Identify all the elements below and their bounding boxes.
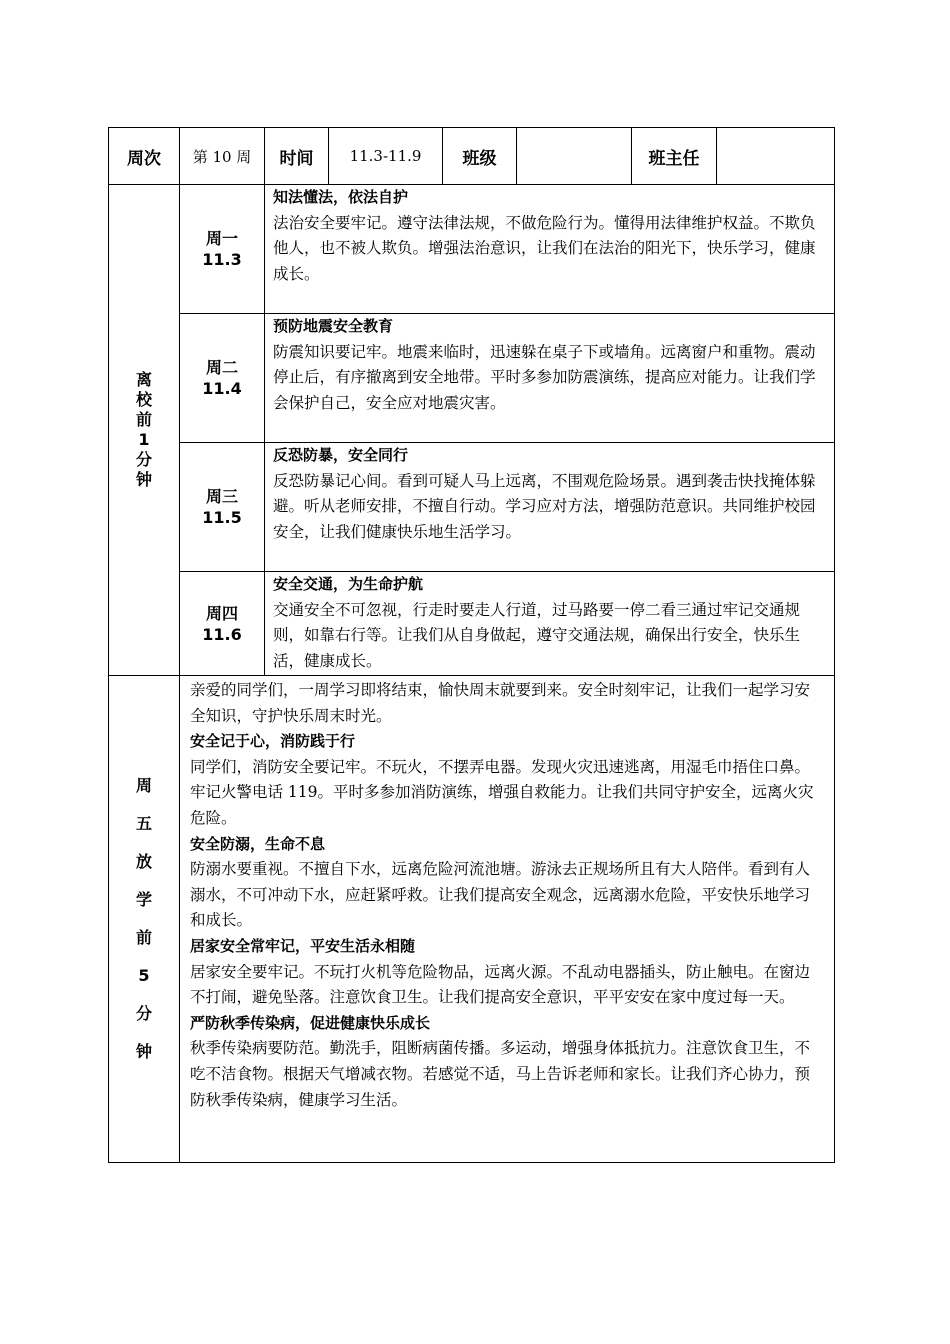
day-content-monday (265, 185, 835, 314)
label-char: 放 (135, 852, 152, 871)
label-char: 离 (135, 370, 152, 389)
day-title: 安全交通，为生命护航 (273, 575, 424, 593)
monday-row (109, 185, 835, 314)
label-char: 校 (135, 390, 152, 409)
label-char: 分 (135, 450, 152, 469)
label-char: 五 (135, 814, 152, 833)
day-title: 反恐防暴，安全同行 (273, 446, 409, 464)
section-title: 严防秋季传染病，促进健康快乐成长 (190, 1013, 431, 1032)
label-char: 5 (138, 966, 150, 985)
time-value: 11.3-11.9 (329, 128, 443, 185)
day-text: 防震知识要记牢。地震来临时，迅速躲在桌子下或墙角。远离窗户和重物。震动停止后，有序撤离到安全地带。平时多参加防震演练，提高应对能力。让我们学会保护自己，安全应对地震灾害。 (273, 342, 816, 412)
day-text: 交通安全不可忽视，行走时要走人行道，过马路要一停二看三通过牢记交通规则，如靠右行等。让我们从自身做起，遵守交通法规，确保出行安全，快乐生活，健康成长。 (273, 600, 801, 670)
day-cell-tuesday (180, 314, 265, 443)
section-title: 居家安全常牢记，平安生活永相随 (190, 936, 416, 955)
header-row (109, 128, 835, 185)
section-text: 同学们，消防安全要记牢。不玩火，不摆弄电器。发现火灾迅速逃离，用湿毛巾捂住口鼻。牢记火警电话 119。平时多参加消防演练，增强自救能力。让我们共同守护安全，远离火灾危险。 (190, 757, 814, 827)
day-name: 周一 (205, 229, 238, 248)
time-label: 时间 (265, 128, 329, 185)
day-name: 周三 (205, 487, 238, 506)
day-date: 11.3 (202, 250, 242, 269)
label-char: 前 (135, 928, 152, 947)
day-text: 法治安全要牢记。遵守法律法规，不做危险行为。懂得用法律维护权益。不欺负他人，也不被人欺负。增强法治意识，让我们在法治的阳光下，快乐学习，健康成长。 (273, 213, 816, 283)
section-title: 安全防溺，生命不息 (190, 834, 326, 853)
friday-row (109, 676, 835, 1163)
teacher-label: 班主任 (632, 128, 717, 185)
day-content-wednesday (265, 443, 835, 572)
label-char: 周 (135, 776, 152, 795)
day-name: 周二 (205, 358, 238, 377)
day-title: 知法懂法，依法自护 (273, 188, 409, 206)
tuesday-row (109, 314, 835, 443)
class-value (517, 128, 632, 185)
label-char: 前 (135, 410, 152, 429)
friday-content (180, 676, 835, 1163)
teacher-value (717, 128, 835, 185)
wednesday-row (109, 443, 835, 572)
day-date: 11.5 (202, 508, 242, 527)
label-char: 分 (135, 1004, 152, 1023)
day-cell-wednesday (180, 443, 265, 572)
thursday-row (109, 572, 835, 676)
label-char: 1 (138, 430, 150, 449)
day-date: 11.6 (202, 624, 242, 644)
day-cell-monday (180, 185, 265, 314)
label-char: 钟 (135, 470, 152, 489)
safety-schedule-table (108, 127, 835, 1163)
friday-label (109, 676, 180, 1163)
before-leave-label (109, 185, 180, 676)
day-content-tuesday (265, 314, 835, 443)
section-title: 安全记于心，消防践于行 (190, 732, 356, 751)
week-value: 第 10 周 (180, 128, 265, 185)
section-text: 居家安全要牢记。不玩打火机等危险物品，远离火源。不乱动电器插头，防止触电。在窗边不打闹，避免坠落。注意饮食卫生。让我们提高安全意识，平平安安在家中度过每一天。 (190, 962, 811, 1007)
day-cell-thursday (180, 572, 265, 676)
class-label: 班级 (443, 128, 517, 185)
friday-intro: 亲爱的同学们，一周学习即将结束，愉快周末就要到来。安全时刻牢记，让我们一起学习安全知识，守护快乐周末时光。 (190, 681, 811, 725)
section-text: 秋季传染病要防范。勤洗手，阻断病菌传播。多运动，增强身体抵抗力。注意饮食卫生，不吃不洁食物。根据天气增减衣物。若感觉不适，马上告诉老师和家长。让我们齐心协力，预防秋季传染病，健康学习生活。 (190, 1039, 811, 1109)
day-content-thursday (265, 572, 835, 676)
day-name: 周四 (205, 603, 238, 623)
day-date: 11.4 (202, 379, 242, 398)
section-text: 防溺水要重视。不擅自下水，远离危险河流池塘。游泳去正规场所且有大人陪伴。看到有人溺水，不可冲动下水，应赶紧呼救。让我们提高安全观念，远离溺水危险，平安快乐地学习和成长。 (190, 860, 811, 930)
day-title: 预防地震安全教育 (273, 317, 394, 335)
label-char: 钟 (135, 1042, 152, 1061)
label-char: 学 (135, 890, 152, 909)
week-label: 周次 (109, 128, 180, 185)
day-text: 反恐防暴记心间。看到可疑人马上远离，不围观危险场景。遇到袭击快找掩体躲避。听从老师安排，不擅自行动。学习应对方法，增强防范意识。共同维护校园安全，让我们健康快乐地生活学习。 (273, 471, 816, 541)
